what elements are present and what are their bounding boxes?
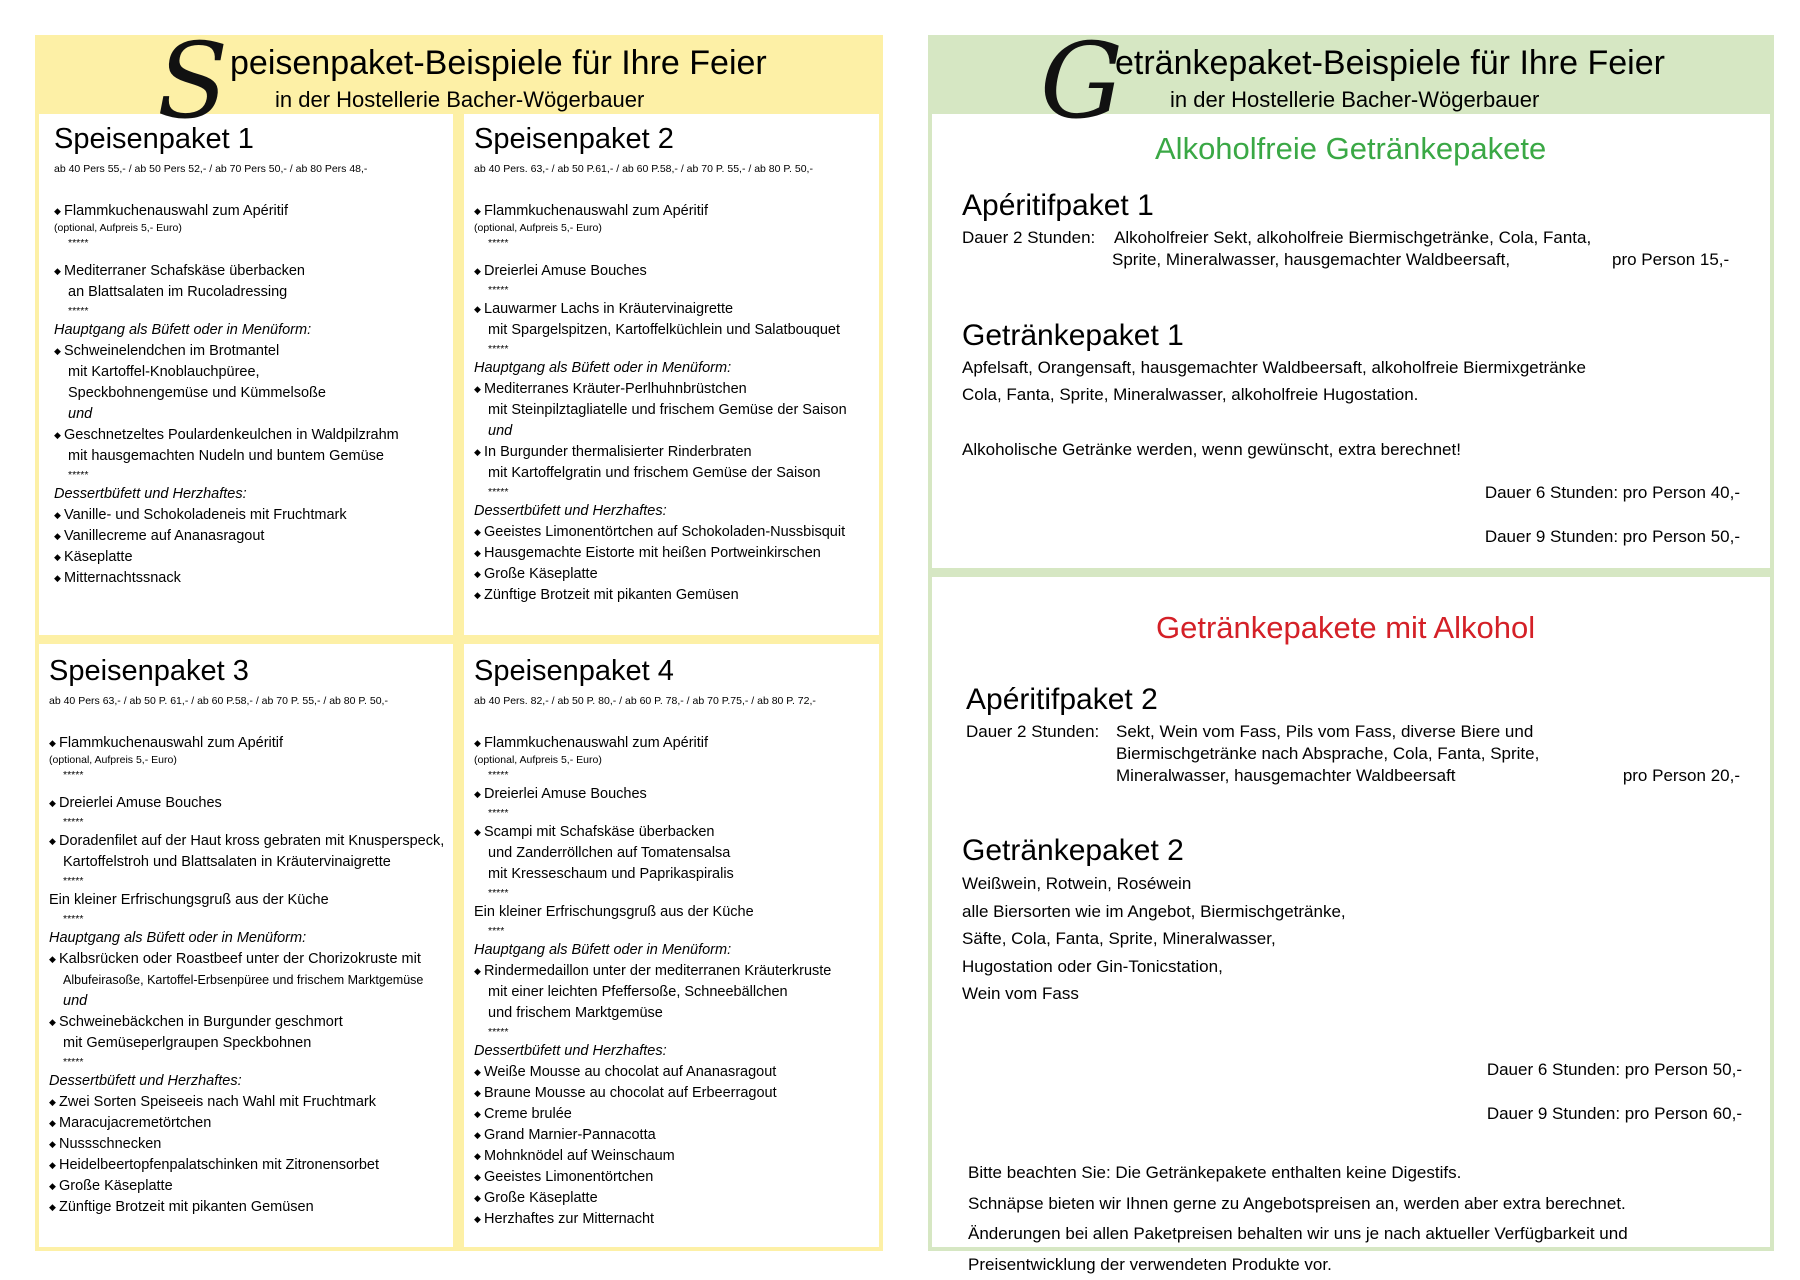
menu-item-text: Creme brulée [484, 1106, 572, 1122]
speisenpaket-3 [49, 655, 444, 1218]
course-separator [54, 303, 449, 320]
menu-item [49, 1155, 444, 1176]
menu-item-continuation [54, 362, 449, 383]
separator-stars: ***** [68, 237, 88, 249]
menu-item-continuation [49, 1033, 444, 1054]
menu-item-text: Schweinebäckchen in Burgunder geschmort [59, 1014, 343, 1030]
menu-item-text: mit Kresseschaum und Paprikaspiralis [488, 866, 734, 882]
menu-item-text: Scampi mit Schafskäse überbacken [484, 824, 715, 840]
getraenkepaket-1-price-9h: Dauer 9 Stunden: pro Person 50,- [1485, 526, 1740, 548]
course-separator [49, 1054, 444, 1071]
menu-item-continuation [474, 463, 869, 484]
speisenpaket-header [39, 39, 879, 114]
diamond-bullet-icon: ◆ [54, 425, 64, 446]
separator-stars: ***** [488, 486, 508, 498]
menu-item [474, 564, 869, 585]
course-heading [474, 501, 869, 522]
menu-item [49, 1092, 444, 1113]
separator-stars: ***** [68, 305, 88, 317]
diamond-bullet-icon: ◆ [474, 564, 484, 585]
menu-item-text: Hausgemachte Eistorte mit heißen Portweinkirschen [484, 545, 821, 561]
menu-item-text: Mediterranes Kräuter-Perlhuhnbrüstchen [484, 381, 747, 397]
separator-stars: ***** [63, 875, 83, 887]
alkohol-extra-note: Alkoholische Getränke werden, wenn gewünscht, extra berechnet! [962, 439, 1461, 461]
menu-item [474, 733, 869, 754]
course-separator [49, 767, 444, 784]
speisenpaket-2-menu [474, 201, 869, 606]
menu-item-text: Mediterraner Schafskäse überbacken [64, 263, 305, 279]
menu-item [474, 784, 869, 805]
menu-item [49, 1012, 444, 1033]
menu-item-continuation [49, 852, 444, 873]
menu-item [474, 379, 869, 400]
diamond-bullet-icon: ◆ [474, 379, 484, 400]
menu-item-text: Vanillecreme auf Ananasragout [64, 528, 264, 544]
diamond-bullet-icon: ◆ [54, 505, 64, 526]
menu-item-text: Nussschnecken [59, 1136, 161, 1152]
course-heading [49, 1071, 444, 1092]
menu-item-continuation [54, 383, 449, 404]
course-separator [474, 767, 869, 784]
menu-item [49, 831, 444, 852]
getraenkepaket-subtitle: in der Hostellerie Bacher-Wögerbauer [1170, 87, 1539, 113]
menu-item-continuation [474, 400, 869, 421]
getraenkepaket-title: etränkepaket-Beispiele für Ihre Feier [1115, 44, 1665, 83]
course-separator [49, 814, 444, 831]
menu-item-text: In Burgunder thermalisierter Rinderbraten [484, 444, 752, 460]
speisenpaket-2 [474, 123, 869, 606]
hinweis-line: Bitte beachten Sie: Die Getränkepakete enthalten keine Digestifs. [968, 1158, 1628, 1189]
diamond-bullet-icon: ◆ [474, 1167, 484, 1188]
speisenpaket-4-prices: ab 40 Pers. 82,- / ab 50 P. 80,- / ab 60 P. 78,- / ab 70 P.75,- / ab 80 P. 72,- [474, 695, 869, 707]
optional-note-text: (optional, Aufpreis 5,- Euro) [49, 754, 177, 766]
menu-item [474, 1209, 869, 1230]
course-separator [474, 484, 869, 501]
menu-item-continuation [49, 970, 444, 991]
menu-item [474, 585, 869, 606]
speisenpaket-3-prices: ab 40 Pers 63,- / ab 50 P. 61,- / ab 60 P.58,- / ab 70 P. 55,- / ab 80 P. 50,- [49, 695, 444, 707]
menu-item-text: Kalbsrücken oder Roastbeef unter der Chorizokruste mit [59, 951, 421, 967]
menu-item [49, 949, 444, 970]
menu-item [54, 201, 449, 222]
diamond-bullet-icon: ◆ [474, 299, 484, 320]
getraenkepaket-2-line: Hugostation oder Gin-Tonicstation, [962, 953, 1346, 981]
menu-item-text: Braune Mousse au chocolat auf Erbeerragout [484, 1085, 777, 1101]
diamond-bullet-icon: ◆ [474, 1104, 484, 1125]
menu-item-text: Mitternachtssnack [64, 570, 181, 586]
menu-item [54, 505, 449, 526]
menu-item-text: Flammkuchenauswahl zum Apéritif [484, 203, 708, 219]
separator-stars: **** [488, 925, 504, 937]
diamond-bullet-icon: ◆ [474, 543, 484, 564]
getraenkepaket-1-line2: Cola, Fanta, Sprite, Mineralwasser, alkoholfreie Hugostation. [962, 384, 1418, 406]
spacer [474, 252, 869, 261]
menu-item [49, 1134, 444, 1155]
diamond-bullet-icon: ◆ [474, 1146, 484, 1167]
speisenpaket-4-menu [474, 733, 869, 1230]
diamond-bullet-icon: ◆ [49, 949, 59, 970]
diamond-bullet-icon: ◆ [474, 522, 484, 543]
optional-note-text: (optional, Aufpreis 5,- Euro) [54, 222, 182, 234]
getraenkepaket-2-title: Getränkepaket 2 [962, 834, 1184, 868]
speisenpaket-subtitle: in der Hostellerie Bacher-Wögerbauer [275, 87, 644, 113]
menu-item-text: Zünftige Brotzeit mit pikanten Gemüsen [484, 587, 739, 603]
menu-item-text: Ein kleiner Erfrischungsgruß aus der Küche [474, 904, 754, 920]
course-separator [49, 911, 444, 928]
diamond-bullet-icon: ◆ [474, 822, 484, 843]
menu-item [474, 1146, 869, 1167]
decorative-initial-s: S [157, 29, 228, 133]
menu-item-text: Weiße Mousse au chocolat auf Ananasragout [484, 1064, 776, 1080]
getraenkepaket-2-price-6h: Dauer 6 Stunden: pro Person 50,- [1487, 1059, 1742, 1081]
aperitifpaket-2-price: pro Person 20,- [1623, 765, 1740, 787]
course-separator [474, 341, 869, 358]
separator-stars: ***** [63, 816, 83, 828]
menu-item [49, 1176, 444, 1197]
menu-item-text: Vanille- und Schokoladeneis mit Fruchtmark [64, 507, 347, 523]
menu-item-text: Dreierlei Amuse Bouches [59, 795, 222, 811]
alkoholfrei-heading: Alkoholfreie Getränkepakete [1155, 131, 1546, 167]
menu-item [54, 341, 449, 362]
hinweis-line: Preisentwicklung der verwendeten Produkte vor. [968, 1250, 1628, 1280]
aperitifpaket-2-line3: Mineralwasser, hausgemachter Waldbeersaft [1116, 765, 1456, 787]
aperitifpaket-1-duration: Dauer 2 Stunden: [962, 227, 1095, 249]
speisenpaket-panel [35, 35, 883, 1251]
decorative-initial-g: G [1040, 29, 1123, 133]
diamond-bullet-icon: ◆ [49, 1092, 59, 1113]
menu-item [54, 568, 449, 589]
menu-item [474, 1188, 869, 1209]
menu-item-continuation [474, 843, 869, 864]
getraenkepaket-2-line: Wein vom Fass [962, 980, 1346, 1008]
getraenkepaket-2-line: Säfte, Cola, Fanta, Sprite, Mineralwasser, [962, 925, 1346, 953]
diamond-bullet-icon: ◆ [474, 733, 484, 754]
hinweis-block [968, 1158, 1628, 1280]
hinweis-line: Schnäpse bieten wir Ihnen gerne zu Angebotspreisen an, werden aber extra berechnet. [968, 1189, 1628, 1220]
getraenkepaket-1-price-6h: Dauer 6 Stunden: pro Person 40,- [1485, 482, 1740, 504]
alkohol-heading: Getränkepakete mit Alkohol [1156, 610, 1535, 646]
diamond-bullet-icon: ◆ [49, 1134, 59, 1155]
menu-item-text: Maracujacremetörtchen [59, 1115, 211, 1131]
menu-item-text: Flammkuchenauswahl zum Apéritif [64, 203, 288, 219]
menu-item-text: mit Kartoffelgratin und frischem Gemüse der Saison [488, 465, 821, 481]
menu-item-text: und Zanderröllchen auf Tomatensalsa [488, 845, 730, 861]
menu-item-text: Große Käseplatte [59, 1178, 173, 1194]
speisenpaket-3-menu [49, 733, 444, 1218]
menu-item-text: Lauwarmer Lachs in Kräutervinaigrette [484, 301, 733, 317]
course-heading [474, 358, 869, 379]
menu-item [474, 822, 869, 843]
menu-item [474, 261, 869, 282]
menu-item-text: mit Steinpilztagliatelle und frischem Gemüse der Saison [488, 402, 847, 418]
separator-stars: ***** [488, 807, 508, 819]
diamond-bullet-icon: ◆ [49, 733, 59, 754]
optional-note [474, 222, 869, 235]
course-heading [54, 484, 449, 505]
menu-item-text: Doradenfilet auf der Haut kross gebraten mit Knusperspeck, [59, 833, 444, 849]
separator-stars: ***** [488, 237, 508, 249]
diamond-bullet-icon: ◆ [474, 1188, 484, 1209]
menu-item-continuation [474, 982, 869, 1003]
menu-item-text: Dreierlei Amuse Bouches [484, 786, 647, 802]
menu-item [54, 547, 449, 568]
speisenpaket-1 [54, 123, 449, 589]
separator-stars: ***** [488, 769, 508, 781]
menu-item [474, 442, 869, 463]
diamond-bullet-icon: ◆ [49, 1155, 59, 1176]
diamond-bullet-icon: ◆ [54, 201, 64, 222]
diamond-bullet-icon: ◆ [54, 526, 64, 547]
getraenkepaket-2-price-9h: Dauer 9 Stunden: pro Person 60,- [1487, 1103, 1742, 1125]
menu-item-text: mit hausgemachten Nudeln und buntem Gemüse [68, 448, 384, 464]
menu-item-text: mit einer leichten Pfeffersoße, Schneebällchen [488, 984, 788, 1000]
course-separator [54, 235, 449, 252]
spacer [49, 784, 444, 793]
menu-item-continuation [474, 864, 869, 885]
course-heading [474, 1041, 869, 1062]
menu-item-continuation [474, 320, 869, 341]
menu-item [474, 1104, 869, 1125]
menu-connector [474, 421, 869, 442]
diamond-bullet-icon: ◆ [474, 1083, 484, 1104]
menu-item [474, 1125, 869, 1146]
course-separator [49, 873, 444, 890]
connector-text: und [68, 406, 92, 422]
menu-item [49, 1113, 444, 1134]
connector-text: und [488, 423, 512, 439]
course-heading-text: Hauptgang als Büfett oder in Menüform: [474, 360, 731, 376]
menu-item-text: Geschnetzeltes Poulardenkeulchen in Waldpilzrahm [64, 427, 399, 443]
optional-note [54, 222, 449, 235]
diamond-bullet-icon: ◆ [474, 1209, 484, 1230]
optional-note [474, 754, 869, 767]
course-separator [474, 282, 869, 299]
diamond-bullet-icon: ◆ [49, 793, 59, 814]
diamond-bullet-icon: ◆ [54, 547, 64, 568]
diamond-bullet-icon: ◆ [49, 1176, 59, 1197]
spacer [54, 252, 449, 261]
menu-item [474, 522, 869, 543]
separator-stars: ***** [488, 887, 508, 899]
left-vertical-divider [453, 114, 464, 1251]
course-heading [474, 940, 869, 961]
menu-item-plain [474, 902, 869, 923]
menu-item [49, 1197, 444, 1218]
course-separator [474, 1024, 869, 1041]
menu-item [49, 733, 444, 754]
menu-item [54, 425, 449, 446]
course-heading [49, 928, 444, 949]
separator-stars: ***** [63, 1056, 83, 1068]
menu-item-text: Große Käseplatte [484, 566, 598, 582]
menu-item-text: Käseplatte [64, 549, 133, 565]
speisenpaket-1-title: Speisenpaket 1 [54, 123, 449, 156]
menu-item-continuation [474, 1003, 869, 1024]
speisenpaket-3-title: Speisenpaket 3 [49, 655, 444, 688]
separator-stars: ***** [488, 1026, 508, 1038]
diamond-bullet-icon: ◆ [474, 442, 484, 463]
speisenpaket-1-prices: ab 40 Pers 55,- / ab 50 Pers 52,- / ab 70 Pers 50,- / ab 80 Pers 48,- [54, 163, 449, 175]
menu-item [474, 1083, 869, 1104]
course-separator [474, 235, 869, 252]
hinweis-line: Änderungen bei allen Paketpreisen behalten wir uns je nach aktueller Verfügbarkeit und [968, 1219, 1628, 1250]
menu-item-text: Kartoffelstroh und Blattsalaten in Kräutervinaigrette [63, 854, 391, 870]
aperitifpaket-2-line1: Sekt, Wein vom Fass, Pils vom Fass, diverse Biere und [1116, 721, 1533, 743]
speisenpaket-2-title: Speisenpaket 2 [474, 123, 869, 156]
optional-note [49, 754, 444, 767]
menu-item-text: Flammkuchenauswahl zum Apéritif [59, 735, 283, 751]
menu-item-text: Rindermedaillon unter der mediterranen Kräuterkruste [484, 963, 831, 979]
separator-stars: ***** [63, 769, 83, 781]
separator-stars: ***** [488, 284, 508, 296]
menu-item [474, 961, 869, 982]
course-heading-text: Dessertbüfett und Herzhaftes: [54, 486, 247, 502]
diamond-bullet-icon: ◆ [54, 261, 64, 282]
menu-item [49, 793, 444, 814]
diamond-bullet-icon: ◆ [49, 831, 59, 852]
diamond-bullet-icon: ◆ [49, 1113, 59, 1134]
menu-item-text: mit Spargelspitzen, Kartoffelküchlein und Salatbouquet [488, 322, 840, 338]
menu-item-text: Heidelbeertopfenpalatschinken mit Zitronensorbet [59, 1157, 379, 1173]
course-heading [54, 320, 449, 341]
getraenkepaket-2-contents [962, 870, 1346, 1008]
diamond-bullet-icon: ◆ [54, 341, 64, 362]
speisenpaket-4 [474, 655, 869, 1230]
course-heading-text: Hauptgang als Büfett oder in Menüform: [54, 322, 311, 338]
menu-item-text: Geeistes Limonentörtchen auf Schokoladen-Nussbisquit [484, 524, 845, 540]
aperitifpaket-2-duration: Dauer 2 Stunden: [966, 721, 1099, 743]
menu-connector [49, 991, 444, 1012]
separator-stars: ***** [63, 913, 83, 925]
menu-item [474, 201, 869, 222]
diamond-bullet-icon: ◆ [474, 961, 484, 982]
course-heading-text: Dessertbüfett und Herzhaftes: [474, 503, 667, 519]
course-separator [474, 923, 869, 940]
diamond-bullet-icon: ◆ [474, 1062, 484, 1083]
menu-item-text: Große Käseplatte [484, 1190, 598, 1206]
menu-item-text: Ein kleiner Erfrischungsgruß aus der Küche [49, 892, 329, 908]
course-separator [474, 885, 869, 902]
speisenpaket-4-title: Speisenpaket 4 [474, 655, 869, 688]
diamond-bullet-icon: ◆ [49, 1012, 59, 1033]
menu-item-continuation [54, 282, 449, 303]
menu-item-text: Zwei Sorten Speiseeis nach Wahl mit Fruchtmark [59, 1094, 376, 1110]
menu-item [474, 1062, 869, 1083]
menu-item [474, 1167, 869, 1188]
diamond-bullet-icon: ◆ [474, 1125, 484, 1146]
optional-note-text: (optional, Aufpreis 5,- Euro) [474, 754, 602, 766]
course-heading-text: Dessertbüfett und Herzhaftes: [474, 1043, 667, 1059]
menu-item-text: an Blattsalaten im Rucoladressing [68, 284, 287, 300]
separator-stars: ***** [488, 343, 508, 355]
speisenpaket-2-prices: ab 40 Pers. 63,- / ab 50 P.61,- / ab 60 P.58,- / ab 70 P. 55,- / ab 80 P. 50,- [474, 163, 869, 175]
left-horizontal-divider [39, 635, 879, 644]
menu-item [474, 543, 869, 564]
menu-connector [54, 404, 449, 425]
diamond-bullet-icon: ◆ [474, 261, 484, 282]
speisenpaket-1-menu [54, 201, 449, 589]
diamond-bullet-icon: ◆ [49, 1197, 59, 1218]
course-heading-text: Dessertbüfett und Herzhaftes: [49, 1073, 242, 1089]
aperitifpaket-2-title: Apéritifpaket 2 [966, 683, 1158, 717]
separator-stars: ***** [68, 469, 88, 481]
getraenkepaket-panel [928, 35, 1774, 1251]
aperitifpaket-1-line2: Sprite, Mineralwasser, hausgemachter Waldbeersaft, [1112, 249, 1510, 271]
menu-item-text: Zünftige Brotzeit mit pikanten Gemüsen [59, 1199, 314, 1215]
diamond-bullet-icon: ◆ [474, 585, 484, 606]
menu-item-text: und frischem Marktgemüse [488, 1005, 663, 1021]
connector-text: und [63, 993, 87, 1009]
course-heading-text: Hauptgang als Büfett oder in Menüform: [49, 930, 306, 946]
aperitifpaket-1-line1: Alkoholfreier Sekt, alkoholfreie Biermischgetränke, Cola, Fanta, [1114, 227, 1591, 249]
aperitifpaket-1-title: Apéritifpaket 1 [962, 189, 1154, 223]
diamond-bullet-icon: ◆ [54, 568, 64, 589]
menu-item [54, 261, 449, 282]
getraenkepaket-header [932, 39, 1770, 114]
menu-item [54, 526, 449, 547]
menu-item [474, 299, 869, 320]
menu-item-text: Herzhaftes zur Mitternacht [484, 1211, 654, 1227]
menu-item-text: Geeistes Limonentörtchen [484, 1169, 653, 1185]
getraenkepaket-2-line: alle Biersorten wie im Angebot, Biermischgetränke, [962, 898, 1346, 926]
menu-item-text: Schweinelendchen im Brotmantel [64, 343, 279, 359]
menu-item-text: Speckbohnengemüse und Kümmelsoße [68, 385, 326, 401]
getraenkepaket-2-line: Weißwein, Rotwein, Roséwein [962, 870, 1346, 898]
aperitifpaket-2-line2: Biermischgetränke nach Absprache, Cola, Fanta, Sprite, [1116, 743, 1539, 765]
menu-item-text: Mohnknödel auf Weinschaum [484, 1148, 675, 1164]
course-separator [474, 805, 869, 822]
course-heading-text: Hauptgang als Büfett oder in Menüform: [474, 942, 731, 958]
menu-item-text: mit Gemüseperlgraupen Speckbohnen [63, 1035, 311, 1051]
diamond-bullet-icon: ◆ [474, 784, 484, 805]
aperitifpaket-1-price: pro Person 15,- [1612, 249, 1729, 271]
menu-item-text: Albufeirasoße, Kartoffel-Erbsenpüree und frischem Marktgemüse [63, 973, 423, 987]
right-horizontal-divider [932, 568, 1770, 577]
menu-item-continuation [54, 446, 449, 467]
getraenkepaket-1-title: Getränkepaket 1 [962, 319, 1184, 353]
getraenkepaket-1-line1: Apfelsaft, Orangensaft, hausgemachter Waldbeersaft, alkoholfreie Biermixgetränke [962, 357, 1586, 379]
menu-item-text: Dreierlei Amuse Bouches [484, 263, 647, 279]
menu-item-plain [49, 890, 444, 911]
speisenpaket-title: peisenpaket-Beispiele für Ihre Feier [230, 44, 767, 83]
diamond-bullet-icon: ◆ [474, 201, 484, 222]
menu-item-text: Grand Marnier-Pannacotta [484, 1127, 656, 1143]
course-separator [54, 467, 449, 484]
menu-item-text: Flammkuchenauswahl zum Apéritif [484, 735, 708, 751]
menu-item-text: mit Kartoffel-Knoblauchpüree, [68, 364, 260, 380]
optional-note-text: (optional, Aufpreis 5,- Euro) [474, 222, 602, 234]
